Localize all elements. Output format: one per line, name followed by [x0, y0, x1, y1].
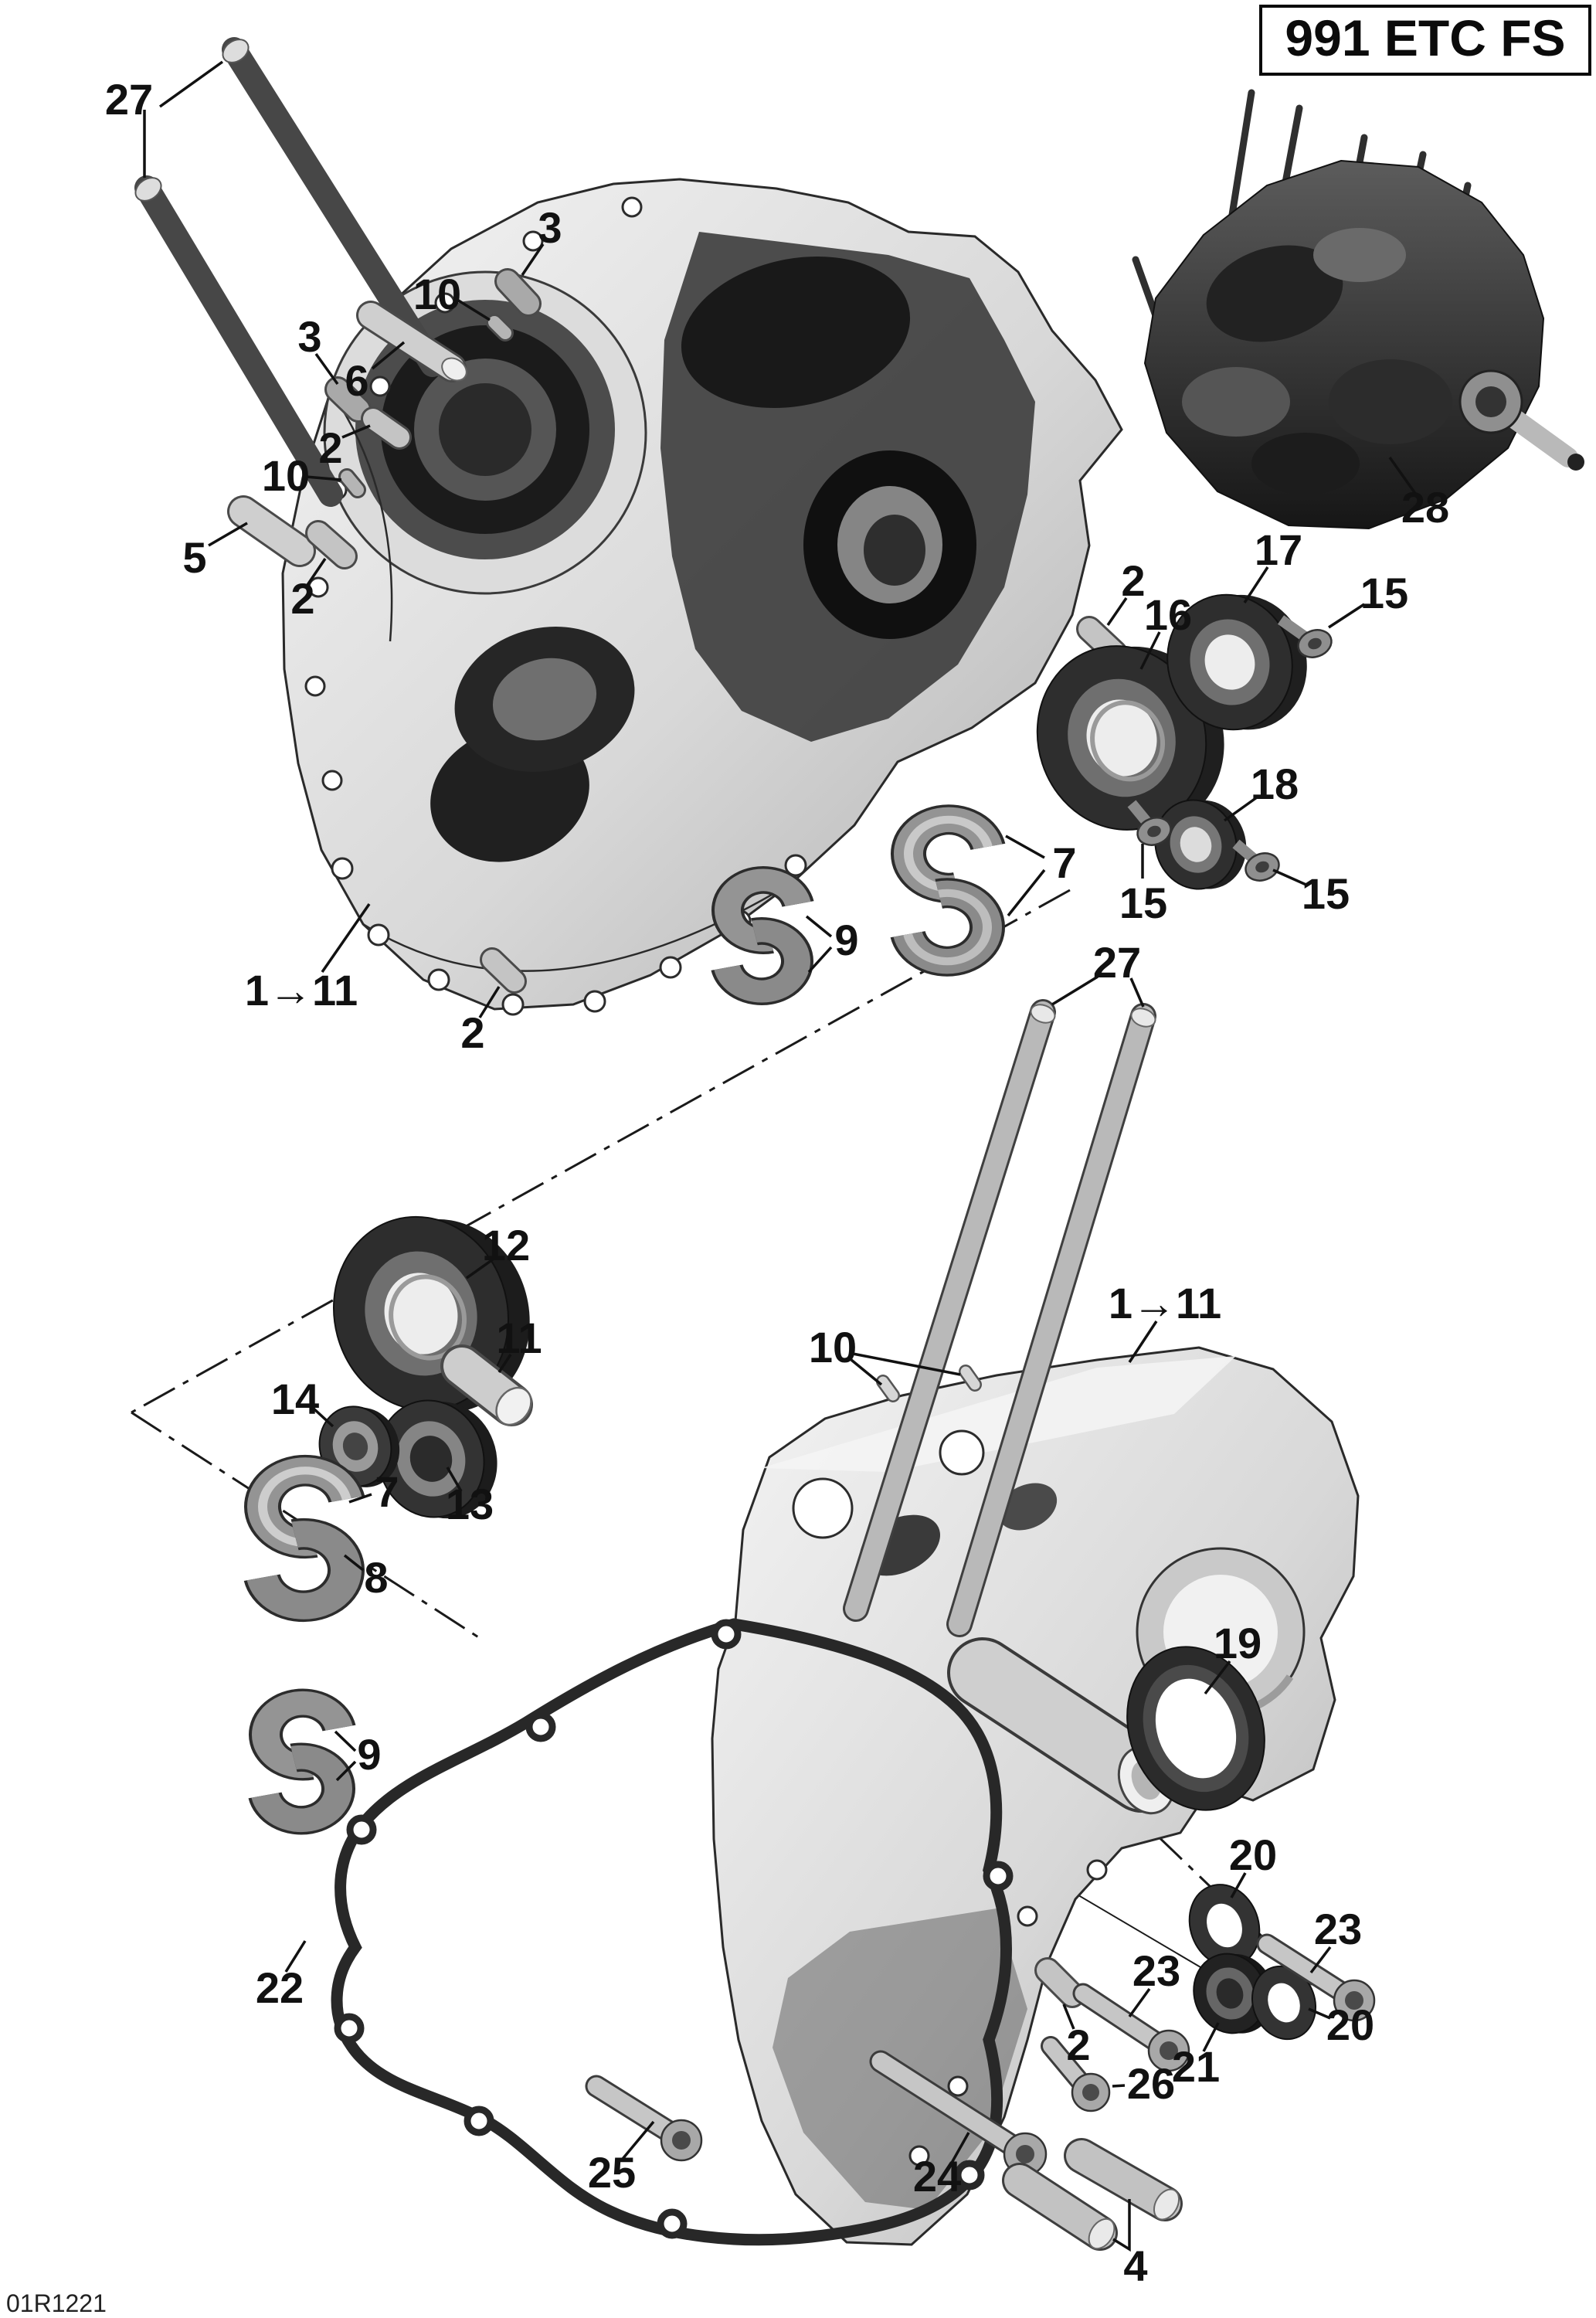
part-pin-2-e: [1048, 1970, 1072, 1995]
callout-19: 19: [1213, 1619, 1262, 1667]
callout-10-a: 10: [413, 270, 462, 318]
callout-7-b: 7: [375, 1467, 399, 1516]
callout-23-a: 23: [1313, 1905, 1363, 1953]
callout-1-11-a: 1→11: [244, 966, 358, 1015]
callout-27-mid: 27: [1092, 938, 1142, 987]
part-assembled-crankcase-28: [1136, 93, 1584, 529]
callout-5: 5: [182, 533, 207, 582]
part-shell-9-a: [719, 875, 805, 998]
sheet-code: 01R1221: [6, 2289, 107, 2317]
part-pin-10-a: [494, 322, 505, 333]
part-pin-4: [1020, 2156, 1184, 2253]
callout-4: 4: [1123, 2242, 1148, 2290]
callout-17: 17: [1254, 525, 1303, 574]
callout-12: 12: [481, 1221, 531, 1269]
callout-14: 14: [270, 1375, 320, 1423]
callout-15-c: 15: [1301, 869, 1350, 918]
callout-23-b: 23: [1132, 1946, 1181, 1995]
callout-11: 11: [496, 1314, 542, 1362]
callout-26: 26: [1126, 2059, 1176, 2108]
callout-20-b: 20: [1326, 2000, 1375, 2049]
part-pin-2-a: [373, 419, 399, 437]
callout-3-a: 3: [538, 203, 562, 252]
callout-2-e: 2: [1066, 2021, 1091, 2069]
callout-2-d: 2: [460, 1008, 485, 1057]
callout-2-c: 2: [1121, 556, 1146, 605]
callout-16: 16: [1143, 590, 1193, 639]
part-pin-3-a: [508, 281, 528, 304]
callout-15-a: 15: [1360, 569, 1409, 617]
callout-25: 25: [587, 2148, 637, 2197]
callout-10-c: 10: [808, 1323, 857, 1371]
callout-2-b: 2: [290, 574, 315, 623]
part-pin-5: [243, 512, 300, 551]
part-pin-10-b: [347, 477, 358, 490]
callout-13: 13: [445, 1480, 494, 1528]
callout-15-b: 15: [1119, 879, 1168, 927]
part-pin-2-b: [318, 533, 345, 556]
callout-9-b: 9: [357, 1730, 382, 1779]
callout-8: 8: [364, 1553, 389, 1602]
part-pin-2-d: [492, 960, 514, 981]
part-shell-9-b: [257, 1698, 347, 1827]
callout-1-11-b: 1→11: [1108, 1279, 1222, 1327]
title-box: [1261, 6, 1590, 74]
callout-20-a: 20: [1228, 1830, 1278, 1879]
callout-10-b: 10: [261, 451, 311, 500]
callout-2-a: 2: [318, 423, 343, 472]
callout-27-top: 27: [104, 75, 154, 124]
callout-7-a: 7: [1052, 838, 1077, 887]
callout-21: 21: [1171, 2042, 1221, 2091]
callout-3-b: 3: [297, 312, 322, 361]
title-text: 991 ETC FS: [1285, 9, 1566, 66]
callout-28: 28: [1401, 483, 1450, 532]
callout-22: 22: [255, 1963, 304, 2012]
callout-6: 6: [345, 356, 369, 405]
callout-24: 24: [912, 2152, 962, 2201]
callout-18: 18: [1250, 760, 1299, 808]
part-shell-7-a: [899, 814, 996, 968]
callout-9-a: 9: [834, 916, 859, 964]
part-lower-crankcase: [712, 1348, 1358, 2245]
